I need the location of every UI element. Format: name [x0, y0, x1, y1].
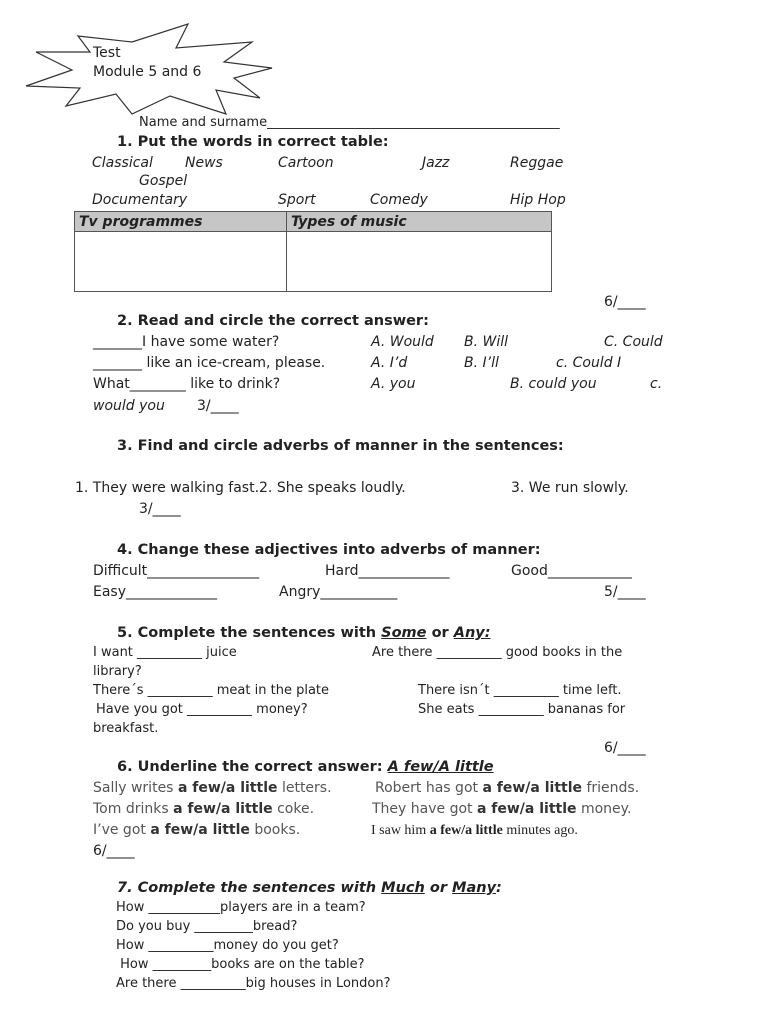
- ex6-score: 6/____: [93, 843, 135, 859]
- ex7-sentence: How ___________players are in a team?: [116, 900, 366, 915]
- ex4-heading: 4. Change these adjectives into adverbs of manner:: [117, 542, 541, 558]
- ex2-heading: 2. Read and circle the correct answer:: [117, 313, 429, 329]
- q3-text: What________ like to drink?: [93, 376, 281, 392]
- name-line: Name and surname_____________________________________________: [139, 115, 560, 130]
- ex6-sentence: Tom drinks a few/a little coke.: [93, 801, 315, 817]
- ex4-score: 5/____: [604, 584, 646, 600]
- ex2-score: 3/____: [197, 398, 239, 414]
- word: Cartoon: [278, 155, 334, 171]
- word: Gospel: [139, 173, 188, 189]
- word: Hip Hop: [510, 192, 566, 208]
- q2-option-b: B. I’ll: [464, 355, 499, 371]
- adjective: Good____________: [511, 563, 632, 579]
- ex5-sentence: Have you got __________ money?: [96, 702, 308, 717]
- word: Classical: [92, 155, 153, 171]
- adjective: Hard_____________: [325, 563, 450, 579]
- ex6-sentence: Sally writes a few/a little letters.: [93, 780, 332, 796]
- q2-text: _______ like an ice-cream, please.: [93, 355, 326, 371]
- ex5-sentence: She eats __________ bananas for: [418, 702, 626, 717]
- q3-option-b: B. could you: [510, 376, 597, 392]
- q3-option-c-cont: would you: [93, 398, 165, 414]
- ex5-score: 6/____: [604, 740, 646, 756]
- ex3-sentence-3: 3. We run slowly.: [511, 480, 629, 496]
- q1-text: _______I have some water?: [93, 334, 280, 350]
- q3-option-a: A. you: [371, 376, 416, 392]
- ex3-score: 3/____: [139, 501, 181, 517]
- ex7-heading: 7. Complete the sentences with Much or Many:: [117, 880, 502, 896]
- ex1-heading: 1. Put the words in correct table:: [117, 134, 389, 150]
- ex5-sentence: There´s __________ meat in the plate: [93, 683, 330, 698]
- word: Reggae: [510, 155, 564, 171]
- ex6-sentence: I’ve got a few/a little books.: [93, 822, 301, 838]
- ex6-sentence: Robert has got a few/a little friends.: [375, 780, 640, 796]
- table-header-music: Types of music: [287, 212, 552, 232]
- q2-option-c: c. Could I: [556, 355, 622, 371]
- word: Comedy: [370, 192, 428, 208]
- ex7-sentence: How __________money do you get?: [116, 938, 339, 953]
- table-header-tv: Tv programmes: [75, 212, 287, 232]
- adjective: Angry___________: [279, 584, 398, 600]
- ex1-score: 6/____: [604, 294, 646, 310]
- ex5-sentence: library?: [93, 664, 142, 679]
- q3-option-c: c.: [650, 376, 663, 392]
- word: Sport: [278, 192, 316, 208]
- ex7-sentence: How _________books are on the table?: [116, 957, 365, 972]
- tv-answer-cell[interactable]: [75, 232, 287, 292]
- adjective: Difficult________________: [93, 563, 260, 579]
- ex3-heading: 3. Find and circle adverbs of manner in the sentences:: [117, 438, 564, 454]
- q1-option-a: A. Would: [371, 334, 434, 350]
- adjective: Easy_____________: [93, 584, 218, 600]
- sorting-table: [74, 211, 552, 292]
- music-answer-cell[interactable]: [287, 232, 552, 292]
- ex7-sentence: Are there __________big houses in London?: [116, 976, 391, 991]
- ex5-sentence: There isn´t __________ time left.: [418, 683, 622, 698]
- ex5-sentence: I want __________ juice: [93, 645, 237, 660]
- ex5-sentence: Are there __________ good books in the: [372, 645, 623, 660]
- test-title: Test: [93, 45, 121, 61]
- word: Documentary: [92, 192, 188, 208]
- word: News: [185, 155, 223, 171]
- ex3-sentences: 1. They were walking fast.2. She speaks loudly.: [75, 480, 406, 496]
- ex6-sentence: I saw him a few/a little minutes ago.: [371, 823, 578, 838]
- ex7-sentence: Do you buy _________bread?: [116, 919, 298, 934]
- word: Jazz: [422, 155, 450, 171]
- ex6-heading: 6. Underline the correct answer: A few/A little: [117, 759, 494, 775]
- ex5-sentence: breakfast.: [93, 721, 159, 736]
- q2-option-a: A. I’d: [371, 355, 408, 371]
- q1-option-c: C. Could: [604, 334, 663, 350]
- module-title: Module 5 and 6: [93, 64, 202, 80]
- q1-option-b: B. Will: [464, 334, 509, 350]
- ex5-heading: 5. Complete the sentences with Some or Any:: [117, 625, 491, 641]
- ex6-sentence: They have got a few/a little money.: [372, 801, 632, 817]
